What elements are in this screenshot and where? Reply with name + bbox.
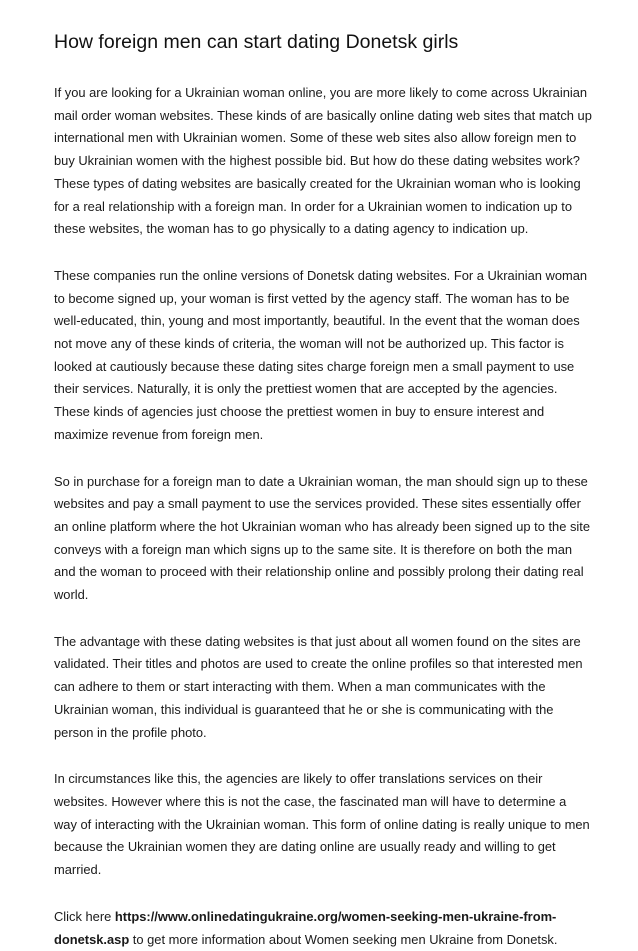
page-title: How foreign men can start dating Donetsk girls [54, 31, 459, 53]
source-link[interactable]: https://www.onlinedatingukraine.org/women-seeking-men-ukraine-from-donetsk.asp [54, 908, 557, 947]
paragraph-3: So in purchase for a foreign man to date a Ukrainian woman, the man should sign up to these websites and pay a small payment to use the services provided. These sites essentially offer an online platform where the hot Ukrainian woman who has already been signed up to the site conveys with a foreign man which signs up to the same site. It is therefore on both the man and the woman to proceed with their relationship online and possibly prolong their dating real world. [54, 473, 591, 603]
paragraph-2: These companies run the online versions of Donetsk dating websites. For a Ukrainian woman to become signed up, your woman is first vetted by the agency staff. The woman has to be well-educated, thin, young and most importantly, beautiful. In the event that the woman does not move any of these kinds of criteria, the woman will not be authorized up. This factor is looked at cautiously because these dating sites charge foreign men a small payment to use their services. Naturally, it is only the prettiest women that are accepted by the agencies. These kinds of agencies just choose the prettiest women in buy to ensure interest and maximize revenue from foreign men. [54, 267, 588, 442]
paragraph-4: The advantage with these dating websites is that just about all women found on the sites are validated. Their titles and photos are used to create the online profiles so that interested men can adhere to them or start interacting with them. When a man communicates with the Ukrainian woman, this individual is guaranteed that he or she is communicating with the person in the profile photo. [54, 633, 583, 740]
paragraph-5: In circumstances like this, the agencies are likely to offer translations services on their websites. However where this is not the case, the fascinated man will have to determine a way of interacting with the Ukrainian woman. This form of online dating is really unique to men because the Ukrainian women they are dating online are usually ready and willing to get married. [54, 771, 590, 878]
document-page [54, 30, 592, 951]
closing-suffix: to get more information about Women seeking men Ukraine from Donetsk. [129, 931, 558, 947]
paragraph-1: If you are looking for a Ukrainian woman online, you are more likely to come across Ukrainian mail order woman websites. These kinds of are basically online dating web sites that match up international men with Ukrainian women. Some of these web sites also allow foreign men to buy Ukrainian women with the highest possible bid. But how do these dating websites work? These types of dating websites are basically created for the Ukrainian woman who is looking for a real relationship with a foreign man. In order for a Ukrainian women to indication up to these websites, the woman has to go physically to a dating agency to indication up. [54, 85, 592, 237]
closing-prefix: Click here [54, 908, 115, 924]
closing-paragraph [54, 906, 592, 951]
